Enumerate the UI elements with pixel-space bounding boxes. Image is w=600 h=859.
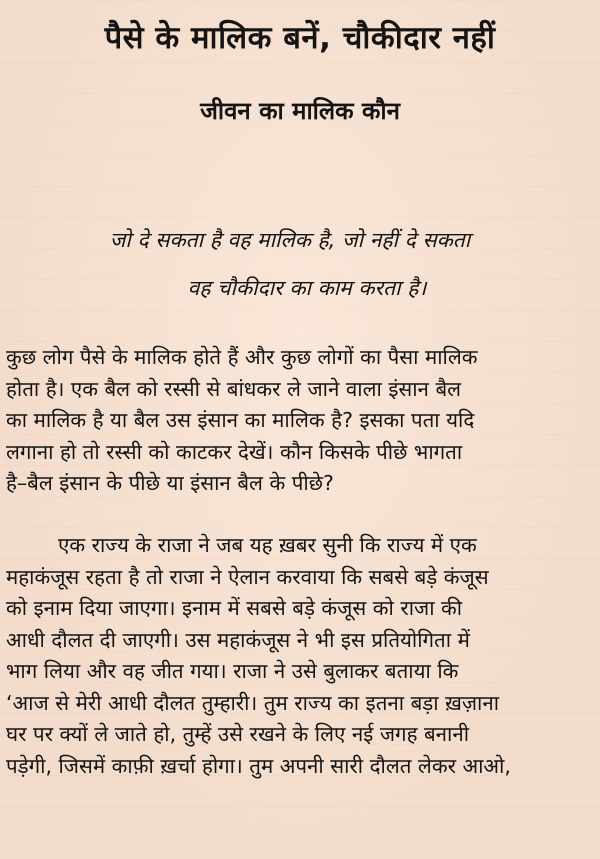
text-line: लगाना हो तो रस्सी को काटकर देखें। कौन किसके पीछे भागता xyxy=(6,439,463,464)
text-line: कुछ लोग पैसे के मालिक होते हैं और कुछ लोगों का पैसा मालिक xyxy=(6,345,478,369)
text-line: पड़ेगी, जिसमें काफ़ी ख़र्चा होगा। तुम अपनी सारी दौलत लेकर आओ, xyxy=(6,753,511,778)
quote-line: जो दे सकता है वह मालिक है, जो नहीं दे सकता xyxy=(109,228,471,252)
text-line: को इनाम दिया जाएगा। इनाम में सबसे बड़े कंजूस को राजा की xyxy=(6,596,463,620)
pull-quote xyxy=(0,226,600,302)
text-line: भाग लिया और वह जीत गया। राजा ने उसे बुलाकर बताया कि xyxy=(6,659,459,683)
text-line: आधी दौलत दी जाएगी। उस महाकंजूस ने भी इस प्रतियोगिता में xyxy=(6,627,470,652)
text-line: ‘आज से मेरी आधी दौलत तुम्हारी। तुम राज्य का इतना बड़ा ख़ज़ाना xyxy=(6,690,500,715)
text-line: होता है। एक बैल को रस्सी से बांधकर ले जाने वाला इंसान बैल xyxy=(6,376,462,401)
paragraph-1 xyxy=(6,342,592,500)
text-line: घर पर क्यों ले जाते हो, तुम्हें उसे रखने के लिए नई जगह बनानी xyxy=(6,722,470,746)
paragraph-2 xyxy=(6,530,592,782)
quote-line: वह चौकीदार का काम करता है। xyxy=(187,276,427,300)
section-subtitle: जीवन का मालिक कौन xyxy=(200,97,400,125)
page-title: पैसे के मालिक बनें, चौकीदार नहीं xyxy=(104,20,496,56)
text-line: है–बैल इंसान के पीछे या इंसान बैल के पीछे? xyxy=(6,471,334,495)
text-line: एक राज्य के राजा ने जब यह ख़बर सुनी कि राज्य में एक xyxy=(58,533,477,557)
text-line: महाकंजूस रहता है तो राजा ने ऐलान करवाया कि सबसे बड़े कंजूस xyxy=(6,564,489,589)
text-line: का मालिक है या बैल उस इंसान का मालिक है? इसका पता यदि xyxy=(6,408,475,432)
